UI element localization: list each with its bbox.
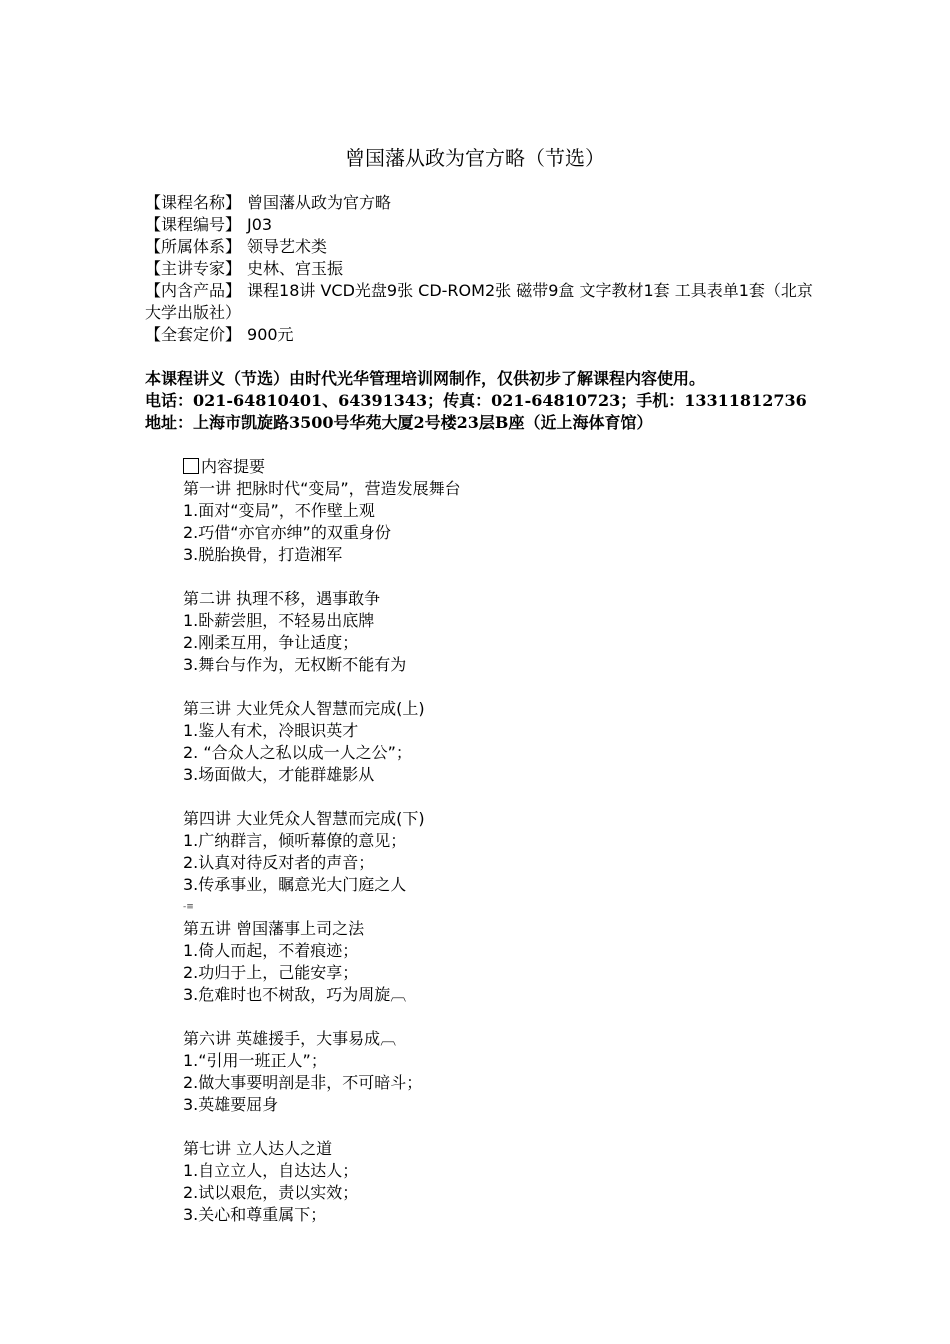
address-line: 地址：上海市凯旋路3500号华苑大厦2号楼23层B座（近上海体育馆）: [145, 413, 653, 432]
course-code-label: 【课程编号】: [145, 215, 242, 234]
lecture-item: 2.认真对待反对者的声音；: [183, 853, 375, 872]
lecture-item: 2.试以艰危，责以实效；: [183, 1183, 359, 1202]
lecture-7: [183, 1138, 823, 1226]
lecture-4: [183, 808, 823, 896]
stray-mark: -≡: [183, 902, 194, 912]
lecture-5: [183, 918, 823, 1006]
course-price-row: [145, 324, 815, 346]
checkbox-icon: [183, 458, 199, 474]
lecture-title: 第六讲 英雄援手，大事易成︹: [183, 1029, 397, 1048]
course-code-value: J03: [247, 215, 273, 234]
course-experts-label: 【主讲专家】: [145, 259, 242, 278]
lecture-item: 1.鉴人有术，冷眼识英才: [183, 721, 359, 740]
course-products-value: 课程18讲 VCD光盘9张 CD-ROM2张 磁带9盒 文字教材1套 工具表单1套（北京大学出版社）: [145, 281, 813, 322]
course-products-row: [145, 280, 815, 324]
lecture-item: 3.场面做大，才能群雄影从: [183, 765, 375, 784]
lecture-item: 3.传承事业，瞩意光大门庭之人: [183, 875, 407, 894]
lecture-2: [183, 588, 823, 676]
spacer: [183, 786, 823, 808]
course-name-label: 【课程名称】: [145, 193, 242, 212]
lecture-title: 第二讲 执理不移，遇事敢争: [183, 589, 381, 608]
lecture-6: [183, 1028, 823, 1116]
lecture-title: 第四讲 大业凭众人智慧而完成(下): [183, 809, 425, 828]
course-experts-row: [145, 258, 815, 280]
lecture-title: 第一讲 把脉时代“变局”，营造发展舞台: [183, 479, 461, 498]
lecture-title: 第七讲 立人达人之道: [183, 1139, 333, 1158]
lecture-item: 3.舞台与作为，无权断不能有为: [183, 655, 407, 674]
course-price-label: 【全套定价】: [145, 325, 242, 344]
course-system-label: 【所属体系】: [145, 237, 242, 256]
lecture-item: 3.危难时也不树敌，巧为周旋︹: [183, 985, 407, 1004]
lecture-item: 3.关心和尊重属下；: [183, 1205, 327, 1224]
course-name-row: [145, 192, 815, 214]
lecture-3: [183, 698, 823, 786]
lecture-item: 1.倚人而起，不着痕迹；: [183, 941, 359, 960]
lecture-item: 2.巧借“亦官亦绅”的双重身份: [183, 523, 391, 542]
lecture-item: 1.面对“变局”，不作壁上观: [183, 501, 375, 520]
lecture-item: 1.广纳群言，倾听幕僚的意见；: [183, 831, 407, 850]
lecture-item: 2.功归于上，己能安享；: [183, 963, 359, 982]
course-system-value: 领导艺术类: [247, 237, 328, 256]
table-of-contents: [183, 456, 823, 1226]
lecture-item: 3.英雄要屈身: [183, 1095, 279, 1114]
course-info: [145, 192, 815, 346]
course-name-value: 曾国藩从政为官方略: [247, 193, 392, 212]
course-experts-value: 史林、宫玉振: [247, 259, 344, 278]
lecture-item: 3.脱胎换骨，打造湘军: [183, 545, 343, 564]
spacer: [183, 566, 823, 588]
lecture-item: 1.“引用一班正人”；: [183, 1051, 327, 1070]
lecture-title: 第三讲 大业凭众人智慧而完成(上): [183, 699, 425, 718]
lecture-item: 1.卧薪尝胆，不轻易出底牌: [183, 611, 375, 630]
spacer: [183, 1006, 823, 1028]
summary-heading-label: 内容提要: [201, 457, 266, 476]
lecture-item: 2. “合众人之私以成一人之公”；: [183, 743, 412, 762]
course-products-label: 【内含产品】: [145, 281, 242, 300]
lecture-item: 2.刚柔互用，争让适度；: [183, 633, 359, 652]
summary-heading: [183, 456, 823, 478]
lecture-1: [183, 478, 823, 566]
lecture-title: 第五讲 曾国藩事上司之法: [183, 919, 365, 938]
course-code-row: [145, 214, 815, 236]
lecture-item: 2.做大事要明剖是非，不可暗斗；: [183, 1073, 423, 1092]
notice-line: 本课程讲义（节选）由时代光华管理培训网制作，仅供初步了解课程内容使用。: [145, 369, 706, 388]
course-system-row: [145, 236, 815, 258]
notice-block: [145, 368, 845, 434]
spacer: [183, 1116, 823, 1138]
course-price-value: 900元: [247, 325, 294, 344]
spacer: [183, 676, 823, 698]
document-title: 曾国藩从政为官方略（节选）: [345, 146, 605, 170]
lecture-item: 1.自立立人，自达达人；: [183, 1161, 359, 1180]
contact-line: 电话：021-64810401、64391343；传真：021-64810723；手机：13311812736: [145, 391, 807, 410]
